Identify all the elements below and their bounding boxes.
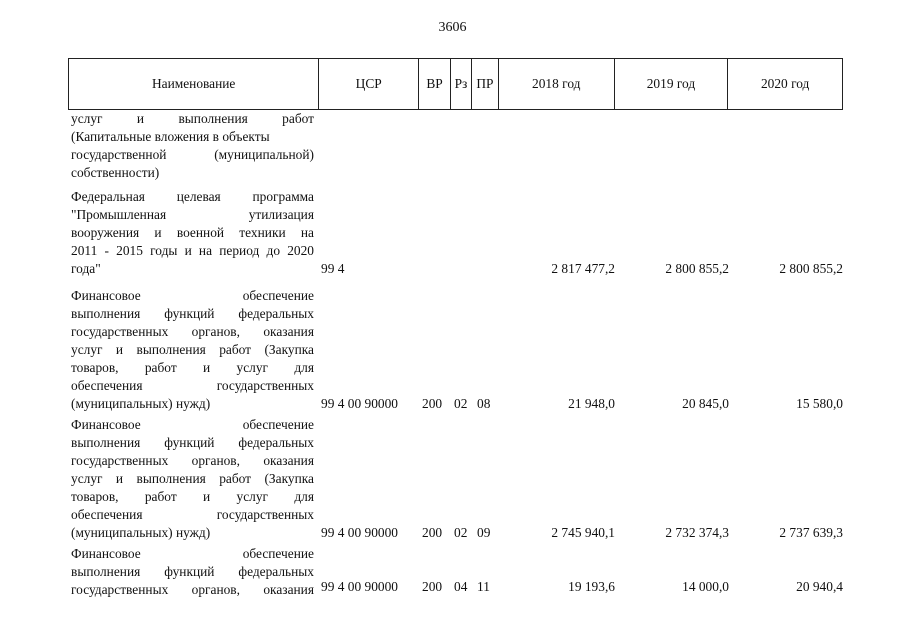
row-2018: 2 817 477,2 xyxy=(551,261,615,276)
row-csr: 99 4 xyxy=(321,261,345,276)
name-line: государственных органов, оказания xyxy=(71,453,314,468)
row-vr: 200 xyxy=(422,579,443,594)
name-line: 2011 - 2015 годы и на период до 2020 xyxy=(71,243,314,258)
name-line: услуг и выполнения работ xyxy=(71,111,314,126)
header-rz: Рз xyxy=(451,59,472,109)
row-rz: 02 xyxy=(454,525,468,540)
row-pr: 11 xyxy=(477,579,490,594)
row-2019: 2 800 855,2 xyxy=(665,261,729,276)
row-csr: 99 4 00 90000 xyxy=(321,525,398,540)
name-line: государственной (муниципальной) xyxy=(71,147,314,162)
header-pr: ПР xyxy=(472,59,499,109)
row-pr: 09 xyxy=(477,525,491,540)
row-vr: 200 xyxy=(422,525,443,540)
name-line: собственности) xyxy=(71,165,160,180)
name-line: выполнения функций федеральных xyxy=(71,435,314,450)
name-line: обеспечения государственных xyxy=(71,378,314,393)
name-line: вооружения и военной техники на xyxy=(71,225,314,240)
row-vr: 200 xyxy=(422,396,443,411)
row-2019: 20 845,0 xyxy=(682,396,729,411)
header-vr: ВР xyxy=(419,59,451,109)
row-2018: 21 948,0 xyxy=(568,396,615,411)
row-2019: 2 732 374,3 xyxy=(665,525,729,540)
name-line: (Капитальные вложения в объекты xyxy=(71,129,270,144)
row-name xyxy=(71,188,314,278)
name-line: Федеральная целевая программа xyxy=(71,189,314,204)
header-2019: 2019 год xyxy=(615,59,729,109)
name-line: (муниципальных) нужд) xyxy=(71,396,211,411)
header-2018: 2018 год xyxy=(499,59,615,109)
row-name xyxy=(71,110,314,182)
header-name: Наименование xyxy=(69,59,319,109)
name-line: Финансовое обеспечение xyxy=(71,288,314,303)
page-number: 3606 xyxy=(438,20,467,35)
name-line: выполнения функций федеральных xyxy=(71,306,314,321)
row-2018: 2 745 940,1 xyxy=(551,525,615,540)
table-header xyxy=(68,58,843,110)
name-line: выполнения функций федеральных xyxy=(71,564,314,579)
row-2020: 20 940,4 xyxy=(796,579,843,594)
name-line: обеспечения государственных xyxy=(71,507,314,522)
name-line: услуг и выполнения работ (Закупка xyxy=(71,342,314,357)
header-csr: ЦСР xyxy=(319,59,419,109)
name-line: (муниципальных) нужд) xyxy=(71,525,211,540)
name-line: товаров, работ и услуг для xyxy=(71,360,314,375)
name-line: года" xyxy=(71,261,101,276)
name-line: государственных органов, оказания xyxy=(71,324,314,339)
row-rz: 02 xyxy=(454,396,468,411)
row-2020: 2 737 639,3 xyxy=(779,525,843,540)
name-line: Финансовое обеспечение xyxy=(71,546,314,561)
row-name xyxy=(71,416,314,542)
name-line: Финансовое обеспечение xyxy=(71,417,314,432)
name-line: "Промышленная утилизация xyxy=(71,207,314,222)
row-name xyxy=(71,287,314,413)
name-line: товаров, работ и услуг для xyxy=(71,489,314,504)
row-csr: 99 4 00 90000 xyxy=(321,579,398,594)
row-2018: 19 193,6 xyxy=(568,579,615,594)
name-line: государственных органов, оказания xyxy=(71,582,314,597)
name-line: услуг и выполнения работ (Закупка xyxy=(71,471,314,486)
row-csr: 99 4 00 90000 xyxy=(321,396,398,411)
header-2020: 2020 год xyxy=(760,76,810,91)
row-2020: 15 580,0 xyxy=(796,396,843,411)
row-name xyxy=(71,545,314,599)
row-2019: 14 000,0 xyxy=(682,579,729,594)
row-rz: 04 xyxy=(454,579,468,594)
row-pr: 08 xyxy=(477,396,491,411)
row-2020: 2 800 855,2 xyxy=(779,261,843,276)
